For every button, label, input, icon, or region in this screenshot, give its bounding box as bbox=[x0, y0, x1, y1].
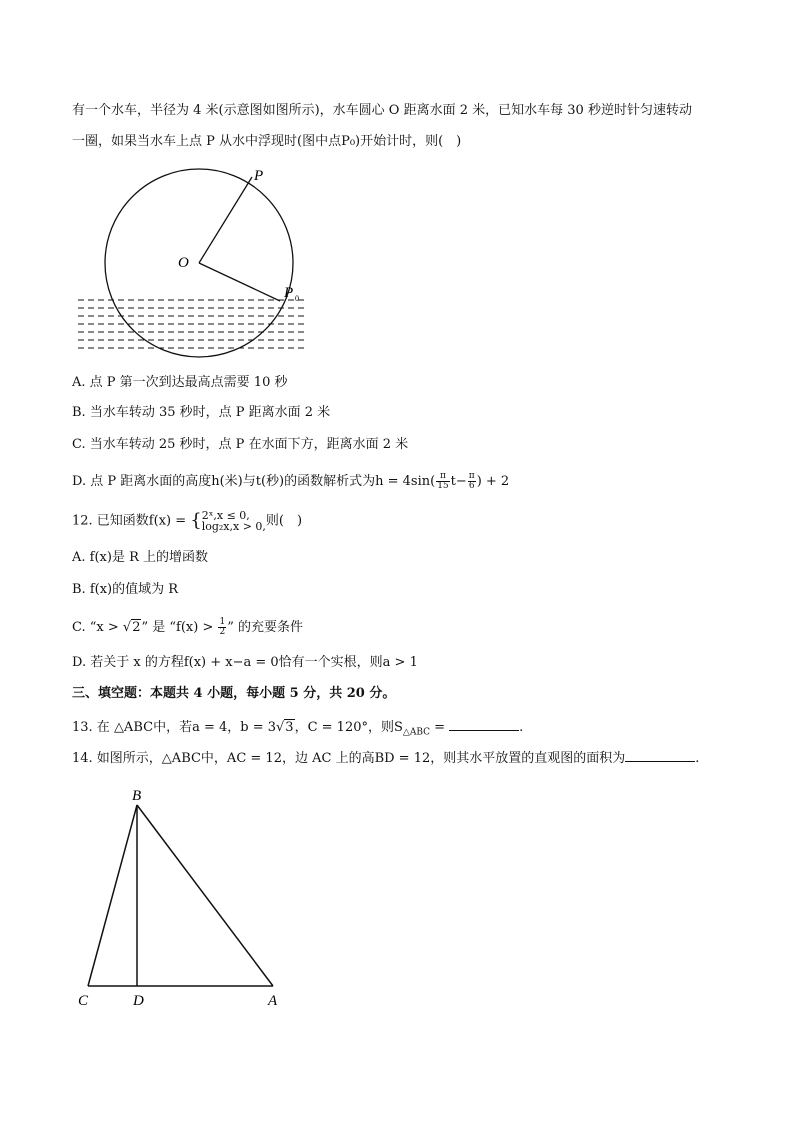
problem-12-option-c: C. “x > √2” 是 “f(x) > $\frac{1}{2}$ ” 的充要条件 bbox=[72, 617, 303, 637]
label-p0-sub: 0 bbox=[295, 294, 299, 303]
answer-blank-13[interactable] bbox=[449, 717, 519, 731]
label-o: O bbox=[178, 255, 189, 271]
label-d: D bbox=[133, 993, 144, 1009]
problem-11-option-b: B. 当水车转动 35 秒时，点 P 距离水面 2 米 bbox=[72, 405, 331, 420]
problem-11-option-a: A. 点 P 第一次到达最高点需要 10 秒 bbox=[72, 375, 288, 390]
label-p0: P bbox=[284, 285, 294, 301]
side-ba bbox=[137, 805, 273, 986]
label-a: A bbox=[268, 993, 278, 1009]
answer-blank-14[interactable] bbox=[625, 748, 695, 762]
problem-12-option-a: A. f(x)是 R 上的增函数 bbox=[72, 550, 208, 565]
waterwheel-figure bbox=[70, 160, 320, 365]
problem-13: 13. 在 △ABC中，若a = 4，b = 3√3，C = 120°，则$S_{\triangle ABC}$ = . bbox=[72, 717, 523, 742]
problem-14: 14. 如图所示，△ABC中，AC = 12，边 AC 上的高BD = 12，则其水平放置的直观图的面积为 . bbox=[72, 748, 699, 768]
problem-11-option-d: D. 点 P 距离水面的高度h(米)与t(秒)的函数解析式为h = 4sin( $\frac{\pi}{15}$ t− $\frac{\pi}{6}$ ) + 2 bbox=[72, 471, 510, 491]
label-c: C bbox=[78, 993, 89, 1009]
radius-op0 bbox=[199, 263, 280, 301]
radius-op bbox=[199, 177, 252, 263]
label-b: B bbox=[132, 788, 142, 804]
side-cb bbox=[88, 805, 137, 986]
label-p: P bbox=[254, 168, 264, 184]
problem-11-line-1: 有一个水车，半径为 4 米(示意图如图所示)，水车圆心 O 距离水面 2 米，已知水车每 30 秒逆时针匀速转动 bbox=[72, 103, 692, 118]
section-3-heading: 三、填空题：本题共 4 小题，每小题 5 分，共 20 分。 bbox=[72, 686, 396, 701]
problem-12-option-b: B. f(x)的值域为 R bbox=[72, 582, 179, 597]
problem-12-stem: 12. 已知函数f(x) = { 2ˣ,x ≤ 0, log₂x,x > 0, 则( ) bbox=[72, 509, 303, 533]
problem-12-option-d: D. 若关于 x 的方程f(x) + x−a = 0恰有一个实根，则a > 1 bbox=[72, 655, 418, 670]
problem-11-option-c: C. 当水车转动 25 秒时，点 P 在水面下方，距离水面 2 米 bbox=[72, 437, 409, 452]
triangle-figure bbox=[70, 780, 300, 1015]
problem-11-line-2: 一圈，如果当水车上点 P 从水中浮现时(图中点P₀)开始计时，则( ) bbox=[72, 134, 462, 149]
